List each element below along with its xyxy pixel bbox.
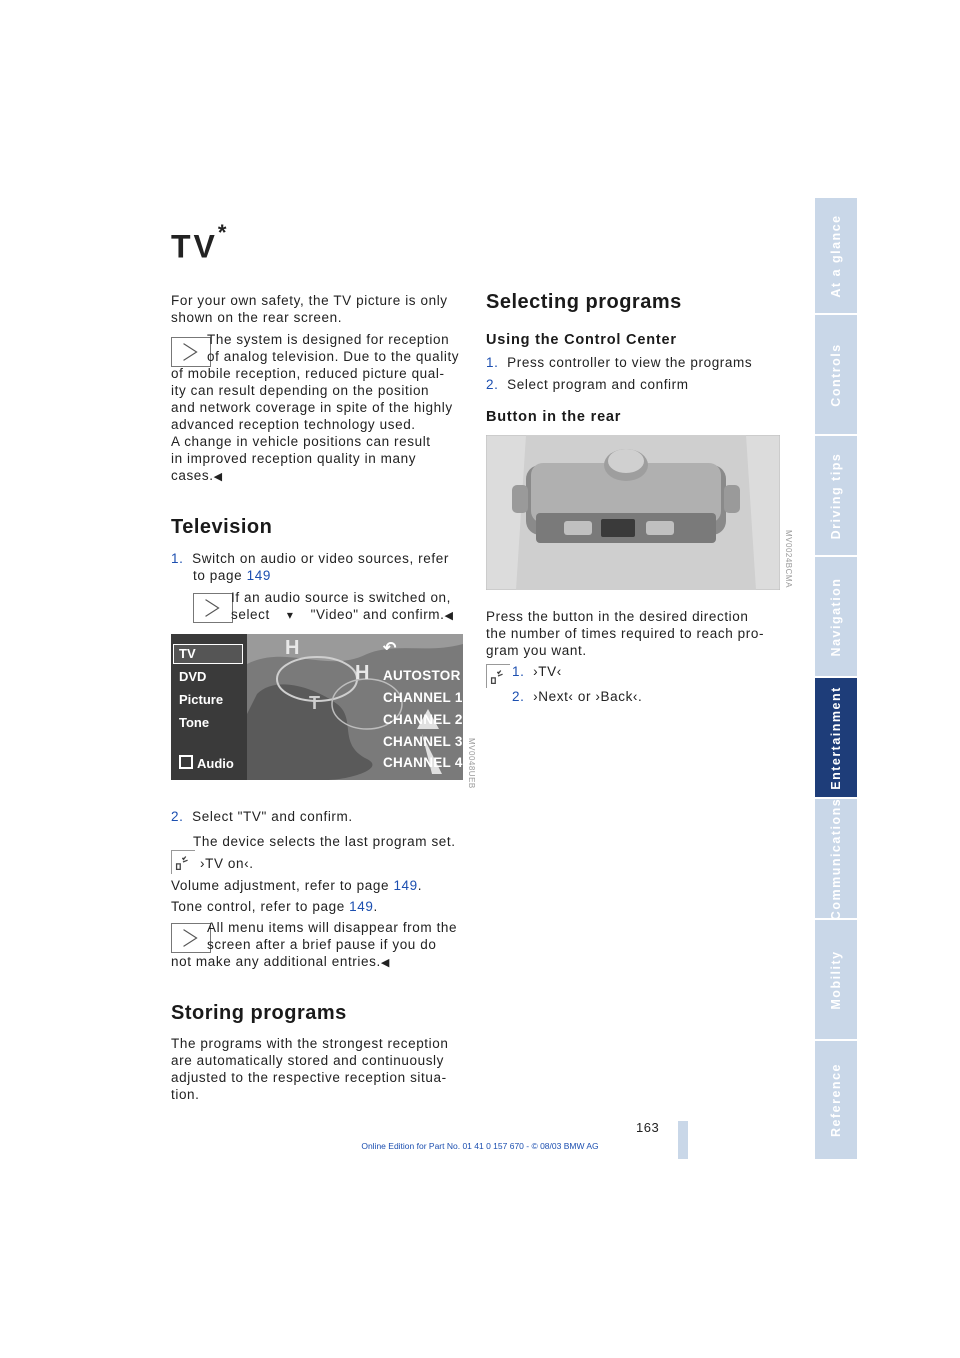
photo-code: MV0024BCMA (784, 530, 793, 588)
television-heading: Television (171, 516, 273, 538)
volume-text: Volume adjustment, refer to page 149. (171, 878, 423, 893)
menu-item-channel-1[interactable]: CHANNEL 1 (383, 690, 463, 705)
menu-item-dvd[interactable]: DVD (179, 669, 207, 684)
cc-steps: 1. Press controller to view the programs 2. Select program and confirm (486, 355, 753, 392)
tab-reference[interactable]: Reference (815, 1041, 857, 1161)
tab-controls[interactable]: Controls (815, 315, 857, 436)
storing-heading: Storing programs (171, 1002, 347, 1024)
image-code: MV0048UEB (467, 738, 476, 789)
speech-command-icon (486, 664, 510, 688)
tv-menu-screenshot (171, 634, 463, 780)
page-link-149[interactable]: 149 (393, 878, 418, 893)
menu-item-channel-2[interactable]: CHANNEL 2 (383, 712, 463, 727)
menu-disappear-note: All menu items will disappear from the screen after a brief pause if you do not make any additional entries.◀ (171, 920, 458, 969)
left-menu (171, 634, 247, 780)
menu-item-autostor[interactable]: AUTOSTOR (383, 668, 461, 683)
tone-text: Tone control, refer to page 149. (171, 899, 378, 914)
audio-icon (179, 755, 193, 769)
intro-text: For your own safety, the TV picture is only shown on the rear screen. (171, 293, 448, 325)
page-marker-bar (678, 1121, 688, 1159)
svg-text:T: T (309, 693, 320, 713)
rear-button-photo (486, 435, 780, 590)
tab-navigation[interactable]: Navigation (815, 557, 857, 678)
tab-mobility[interactable]: Mobility (815, 920, 857, 1041)
menu-item-channel-3[interactable]: CHANNEL 3 (383, 734, 463, 749)
tab-at-a-glance[interactable]: At a glance (815, 198, 857, 315)
note-icon (193, 593, 233, 623)
step-2: 2. Select "TV" and confirm. The device selects the last program set. (171, 809, 456, 849)
page-number: 163 (636, 1120, 660, 1135)
chapter-sidebar (815, 198, 857, 1161)
step-1: 1. Switch on audio or video sources, refer to page 149 (171, 551, 449, 583)
press-text: Press the button in the desired direction the number of times required to reach pro- gram you want. (486, 609, 765, 658)
menu-icon: ▾ (286, 608, 294, 622)
svg-text:H: H (285, 637, 300, 659)
menu-item-tv[interactable]: TV (179, 646, 196, 661)
selecting-heading: Selecting programs (486, 291, 682, 313)
page-link-149[interactable]: 149 (349, 899, 374, 914)
speech-command-icon (171, 850, 195, 874)
menu-item-tone[interactable]: Tone (179, 715, 210, 730)
menu-item-picture[interactable]: Picture (179, 692, 224, 707)
menu-item-channel-4[interactable]: CHANNEL 4 (383, 755, 463, 770)
voice-steps: 1. ›TV‹ 2. ›Next‹ or ›Back‹. (512, 664, 643, 704)
voice-command-tv-on: ›TV on‹. (200, 856, 254, 871)
tab-entertainment[interactable]: Entertainment (815, 678, 857, 799)
tab-driving-tips[interactable]: Driving tips (815, 436, 857, 557)
back-arrow-icon[interactable]: ↶ (383, 640, 397, 657)
reception-note: The system is designed for reception of analog television. Due to the quality of mobile reception, reduced picture qual- ity can result depending on the position and network coverage in spite of the highly advanced reception technology used. A change in vehicle positions can result in improved reception quality in many cases.◀ (171, 332, 460, 483)
rear-button-heading: Button in the rear (486, 409, 622, 425)
storing-text: The programs with the strongest reception are automatically stored and continuously adjusted to the respective reception situa- tion. (171, 1036, 449, 1102)
control-center-heading: Using the Control Center (486, 332, 677, 348)
footer-text: Online Edition for Part No. 01 41 0 157 670 - © 08/03 BMW AG (361, 1141, 599, 1151)
svg-text:H: H (355, 662, 370, 684)
page-link-149[interactable]: 149 (246, 568, 271, 583)
tab-communications[interactable]: Communications (815, 799, 857, 920)
page-title: TV* (171, 220, 230, 265)
menu-item-audio[interactable]: Audio (197, 756, 234, 771)
audio-note: If an audio source is switched on, select ▾ "Video" and confirm.◀ (231, 590, 454, 622)
